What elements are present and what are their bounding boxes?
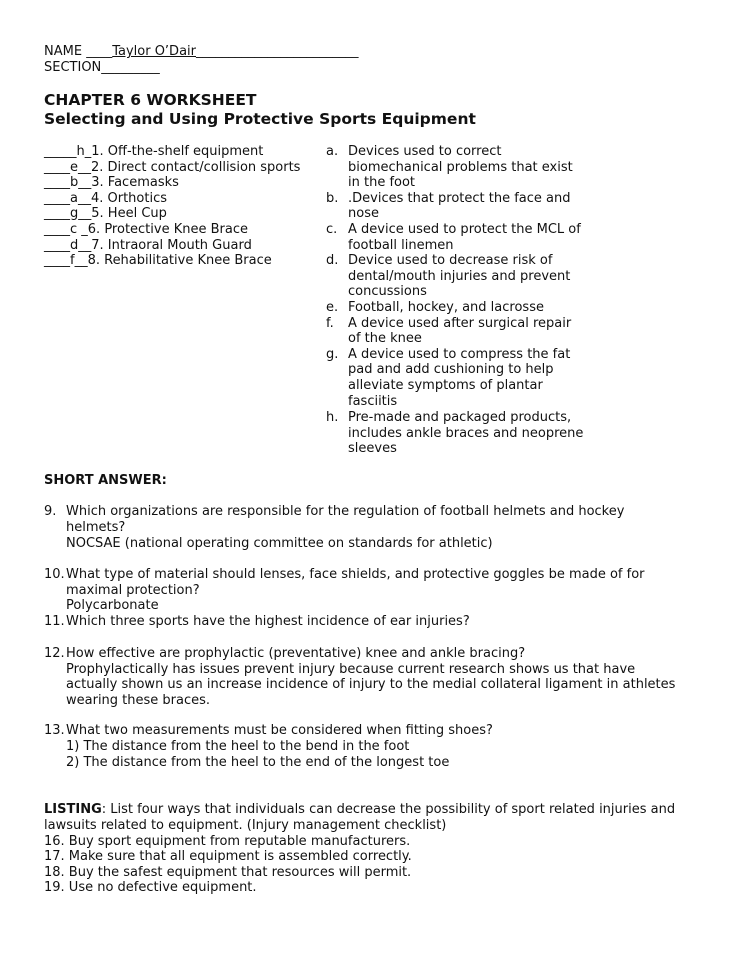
question-text: How effective are prophylactic (preventative) knee and ankle bracing? xyxy=(66,646,526,661)
question-text: helmets? xyxy=(66,520,126,535)
question-text: What type of material should lenses, face shields, and protective goggles be made of for xyxy=(66,567,645,582)
item-label: 7. Intraoral Mouth Guard xyxy=(91,238,252,253)
question-number: 11. xyxy=(44,614,65,629)
option-letter: g. xyxy=(326,347,339,362)
question-number: 10. xyxy=(44,567,65,582)
listing-prompt-text: : List four ways that individuals can decrease the possibility of sport related injuries and xyxy=(101,802,676,817)
matching-item xyxy=(44,144,263,160)
answer-text: Prophylactically has issues prevent injury because current research shows us that have xyxy=(66,662,636,677)
question-number: 9. xyxy=(44,504,57,519)
short-answer-heading: SHORT ANSWER: xyxy=(44,473,167,488)
name-line xyxy=(44,44,359,60)
option-text: sleeves xyxy=(348,441,397,456)
listing-prompt xyxy=(44,802,675,818)
question-text: maximal protection? xyxy=(66,583,200,598)
item-label: 6. Protective Knee Brace xyxy=(87,222,248,237)
answer-blank: ____g__ xyxy=(44,206,92,221)
item-label: 4. Orthotics xyxy=(90,191,168,206)
option-text: Device used to decrease risk of xyxy=(348,253,553,268)
matching-item xyxy=(44,191,167,207)
option-text: football linemen xyxy=(348,238,454,253)
option-text: includes ankle braces and neoprene xyxy=(348,426,584,441)
question-number: 12. xyxy=(44,646,65,661)
answer-text: 1) The distance from the heel to the bend in the foot xyxy=(66,739,410,754)
question-text: Which organizations are responsible for the regulation of football helmets and hockey xyxy=(66,504,625,519)
option-text: A device used to compress the fat xyxy=(348,347,571,362)
question-text: Which three sports have the highest incidence of ear injuries? xyxy=(66,614,470,629)
matching-item xyxy=(44,175,179,191)
question-number: 13. xyxy=(44,723,65,738)
option-letter: b. xyxy=(326,191,339,206)
option-letter: f. xyxy=(326,316,334,331)
option-text: Devices used to correct xyxy=(348,144,502,159)
answer-text: actually shown us an increase incidence of injury to the medial collateral ligament in athletes xyxy=(66,677,676,692)
name-label: NAME xyxy=(44,44,83,59)
answer-blank: ____b__ xyxy=(44,175,92,190)
option-letter: a. xyxy=(326,144,339,159)
listing-label: LISTING xyxy=(44,802,102,817)
option-text: alleviate symptoms of plantar xyxy=(348,378,543,393)
answer-text: NOCSAE (national operating committee on standards for athletic) xyxy=(66,536,493,551)
chapter-title: CHAPTER 6 WORKSHEET xyxy=(44,91,257,109)
answer-text: Polycarbonate xyxy=(66,598,159,613)
question-text: What two measurements must be considered when fitting shoes? xyxy=(66,723,493,738)
item-label: 8. Rehabilitative Knee Brace xyxy=(87,253,272,268)
listing-item: 16. Buy sport equipment from reputable manufacturers. xyxy=(44,834,411,849)
option-text: fasciitis xyxy=(348,394,398,409)
section-line xyxy=(44,60,160,76)
matching-item xyxy=(44,253,272,269)
option-text: A device used to protect the MCL of xyxy=(348,222,581,237)
option-text: concussions xyxy=(348,284,427,299)
answer-blank: ____a__ xyxy=(44,191,91,206)
answer-blank: ____d__ xyxy=(44,238,92,253)
option-text: nose xyxy=(348,206,379,221)
worksheet-subtitle: Selecting and Using Protective Sports Equipment xyxy=(44,110,476,128)
option-text: .Devices that protect the face and xyxy=(348,191,571,206)
answer-blank: _____h_ xyxy=(44,144,92,159)
listing-item: 17. Make sure that all equipment is assembled correctly. xyxy=(44,849,412,864)
answer-blank: ____c _ xyxy=(44,222,88,237)
item-label: 1. Off-the-shelf equipment xyxy=(91,144,264,159)
option-text: dental/mouth injuries and prevent xyxy=(348,269,571,284)
answer-text: wearing these braces. xyxy=(66,693,211,708)
option-letter: e. xyxy=(326,300,339,315)
option-letter: c. xyxy=(326,222,338,237)
answer-blank: ____f__ xyxy=(44,253,88,268)
section-label: SECTION xyxy=(44,60,102,75)
option-letter: d. xyxy=(326,253,339,268)
listing-prompt-line2: lawsuits related to equipment. (Injury management checklist) xyxy=(44,818,447,833)
option-text: in the foot xyxy=(348,175,416,190)
option-letter: h. xyxy=(326,410,339,425)
name-prefix: ____ xyxy=(86,44,113,59)
option-text: Pre-made and packaged products, xyxy=(348,410,572,425)
answer-text: 2) The distance from the heel to the end of the longest toe xyxy=(66,755,450,770)
name-suffix: _________________________ xyxy=(196,44,359,59)
item-label: 5. Heel Cup xyxy=(91,206,167,221)
option-text: pad and add cushioning to help xyxy=(348,362,554,377)
item-label: 3. Facemasks xyxy=(91,175,179,190)
option-text: A device used after surgical repair xyxy=(348,316,572,331)
matching-item xyxy=(44,206,167,222)
matching-item xyxy=(44,222,248,238)
matching-item xyxy=(44,160,300,176)
section-blank: _________ xyxy=(101,60,160,75)
option-text: of the knee xyxy=(348,331,422,346)
listing-item: 19. Use no defective equipment. xyxy=(44,880,257,895)
matching-item xyxy=(44,238,252,254)
listing-item: 18. Buy the safest equipment that resources will permit. xyxy=(44,865,412,880)
item-label: 2. Direct contact/collision sports xyxy=(91,160,301,175)
name-value: Taylor O’Dair xyxy=(112,44,196,59)
option-text: Football, hockey, and lacrosse xyxy=(348,300,544,315)
option-text: biomechanical problems that exist xyxy=(348,160,573,175)
answer-blank: ____e__ xyxy=(44,160,91,175)
